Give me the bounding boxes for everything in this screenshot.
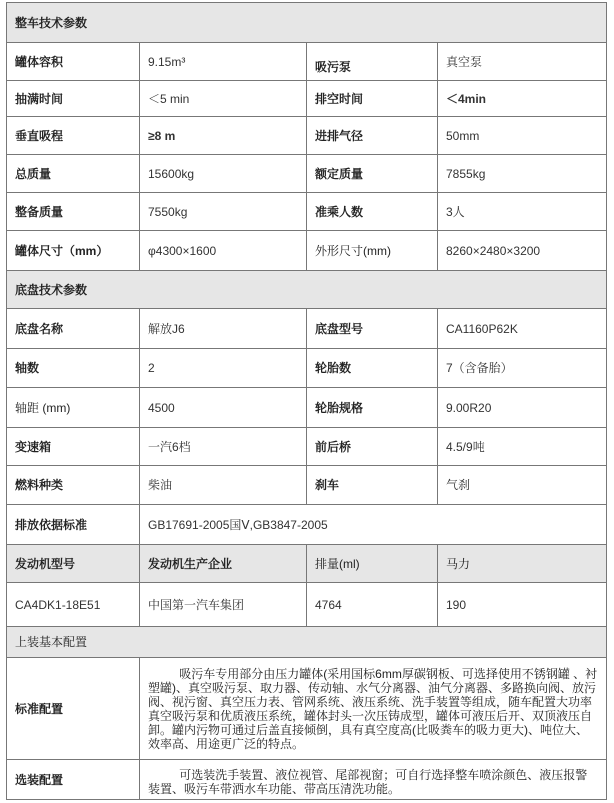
label-cell: 排空时间 [307, 81, 438, 117]
value-cell: 7550kg [140, 193, 307, 231]
engine-value-row [7, 583, 607, 627]
label-cell: 燃料种类 [7, 466, 140, 505]
section-chassis [7, 271, 607, 309]
engine-model-header: 发动机型号 [7, 545, 140, 583]
table-row [7, 43, 607, 81]
emission-value: GB17691-2005国Ⅴ,GB3847-2005 [140, 505, 607, 545]
section-vehicle-title: 整车技术参数 [7, 3, 607, 43]
horsepower-header: 马力 [438, 545, 607, 583]
label-cell: 吸污泵 [307, 43, 438, 81]
table-row [7, 349, 607, 388]
section-upper-title: 上装基本配置 [7, 627, 607, 658]
value-cell: 3人 [438, 193, 607, 231]
label-cell: 底盘名称 [7, 309, 140, 349]
standard-config-row [7, 658, 607, 760]
value-cell: 9.00R20 [438, 388, 607, 428]
value-cell: 4.5/9吨 [438, 428, 607, 466]
label-cell: 刹车 [307, 466, 438, 505]
value-cell: 一汽6档 [140, 428, 307, 466]
value-cell: ＜4min [438, 81, 607, 117]
value-cell: 8260×2480×3200 [438, 231, 607, 271]
engine-maker-value: 中国第一汽车集团 [140, 583, 307, 627]
label-cell: 变速箱 [7, 428, 140, 466]
value-cell: 9.15m³ [140, 43, 307, 81]
table-row [7, 117, 607, 155]
table-row [7, 309, 607, 349]
emission-label: 排放依据标准 [7, 505, 140, 545]
value-cell: ＜5 min [140, 81, 307, 117]
table-row [7, 193, 607, 231]
optional-config-label: 选装配置 [7, 760, 140, 800]
label-cell: 轮胎数 [307, 349, 438, 388]
engine-maker-header: 发动机生产企业 [140, 545, 307, 583]
table-row [7, 231, 607, 271]
emission-row [7, 505, 607, 545]
value-cell: 解放J6 [140, 309, 307, 349]
value-cell: CA1160P62K [438, 309, 607, 349]
section-chassis-title: 底盘技术参数 [7, 271, 607, 309]
value-cell: 7（含备胎） [438, 349, 607, 388]
standard-config-label: 标准配置 [7, 658, 140, 760]
label-cell: 垂直吸程 [7, 117, 140, 155]
table-row [7, 155, 607, 193]
label-cell: 轴数 [7, 349, 140, 388]
table-row [7, 388, 607, 428]
label-cell: 抽满时间 [7, 81, 140, 117]
spec-table [6, 2, 607, 800]
displacement-value: 4764 [307, 583, 438, 627]
label-cell: 额定质量 [307, 155, 438, 193]
engine-model-value: CA4DK1-18E51 [7, 583, 140, 627]
label-cell: 轴距 (mm) [7, 388, 140, 428]
table-row [7, 81, 607, 117]
value-cell: 15600kg [140, 155, 307, 193]
optional-config-row [7, 760, 607, 800]
value-cell: 气刹 [438, 466, 607, 505]
table-row [7, 466, 607, 505]
label-cell: 底盘型号 [307, 309, 438, 349]
table-row [7, 428, 607, 466]
horsepower-value: 190 [438, 583, 607, 627]
value-cell: 柴油 [140, 466, 307, 505]
label-cell: 总质量 [7, 155, 140, 193]
label-cell: 准乘人数 [307, 193, 438, 231]
label-cell: 罐体尺寸（mm） [7, 231, 140, 271]
label-cell: 外形尺寸(mm) [307, 231, 438, 271]
label-cell: 罐体容积 [7, 43, 140, 81]
value-cell: 50mm [438, 117, 607, 155]
engine-header-row [7, 545, 607, 583]
value-cell: 2 [140, 349, 307, 388]
section-vehicle [7, 3, 607, 43]
section-upper [7, 627, 607, 658]
displacement-header: 排量(ml) [307, 545, 438, 583]
value-cell: ≥8 m [140, 117, 307, 155]
value-cell: 4500 [140, 388, 307, 428]
value-cell: 真空泵 [438, 43, 607, 81]
value-cell: φ4300×1600 [140, 231, 307, 271]
label-cell: 整备质量 [7, 193, 140, 231]
standard-config-text: 吸污车专用部分由压力罐体(采用国标6mm厚碳钢板、可选择使用不锈钢罐 、衬塑罐)、真空吸污泵、取力器、传动轴、水气分离器、油气分离器、多路换向阀、放污阀、视污窗、真空压力表、管网系统、液压系统、洗手装置等组成，随车配置大功率真空吸污泵和优质液压系统，罐体封头一次压铸成型，罐体可液压后开、双顶液压自卸。罐内污物可通过后盖直接倾倒，具有真空度高(比吸粪车的吸力更大)、吨位大、效率高、用途更广泛的特点。 [140, 658, 607, 760]
optional-config-text: 可选装洗手装置、液位视管、尾部视窗；可自行选择整车喷涂颜色、液压报警装置、吸污车带洒水车功能、带高压清洗功能。 [140, 760, 607, 800]
value-cell: 7855kg [438, 155, 607, 193]
label-cell: 进排气径 [307, 117, 438, 155]
label-cell: 前后桥 [307, 428, 438, 466]
label-cell: 轮胎规格 [307, 388, 438, 428]
